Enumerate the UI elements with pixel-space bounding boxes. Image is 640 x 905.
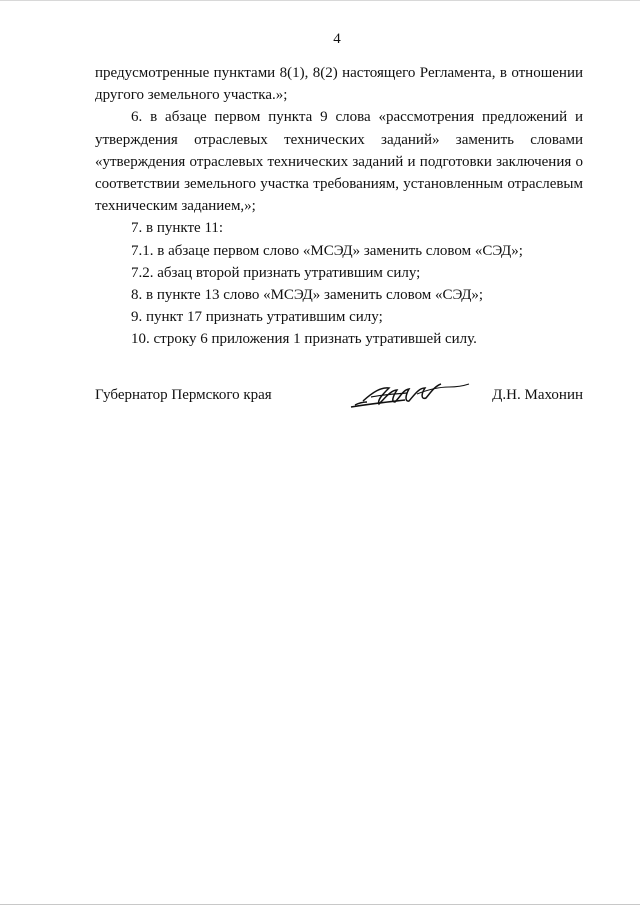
paragraph-item-7-1: 7.1. в абзаце первом слово «МСЭД» заменить словом «СЭД»; <box>131 242 523 259</box>
signer-title: Губернатор Пермского края <box>95 387 272 403</box>
page-number: 4 <box>333 31 341 47</box>
paragraph-item-8: 8. в пункте 13 слово «МСЭД» заменить словом «СЭД»; <box>131 287 484 304</box>
handwritten-signature-icon <box>347 378 472 414</box>
document-body <box>95 62 583 351</box>
paragraph-item-6: 6. в абзаце первом пункта 9 слова «рассмотрения предложений и утверждения отраслевых технических заданий» заменить словами «утверждения отраслевых технических заданий и подготовки заключения о соответствии земельного участка требованиям, установленным отраслевым техническим заданием,»; <box>95 109 583 215</box>
signature-block <box>95 378 583 418</box>
paragraph-item-7-2: 7.2. абзац второй признать утратившим силу; <box>131 264 421 281</box>
paragraph-item-7: 7. в пункте 11: <box>131 220 224 237</box>
signer-name: Д.Н. Махонин <box>492 387 583 403</box>
paragraph-item-10: 10. строку 6 приложения 1 признать утратившей силу. <box>131 331 477 348</box>
paragraph-continuation: предусмотренные пунктами 8(1), 8(2) настоящего Регламента, в отношении другого земельного участка.»; <box>95 65 583 104</box>
paragraph-item-9: 9. пункт 17 признать утратившим силу; <box>131 309 383 326</box>
